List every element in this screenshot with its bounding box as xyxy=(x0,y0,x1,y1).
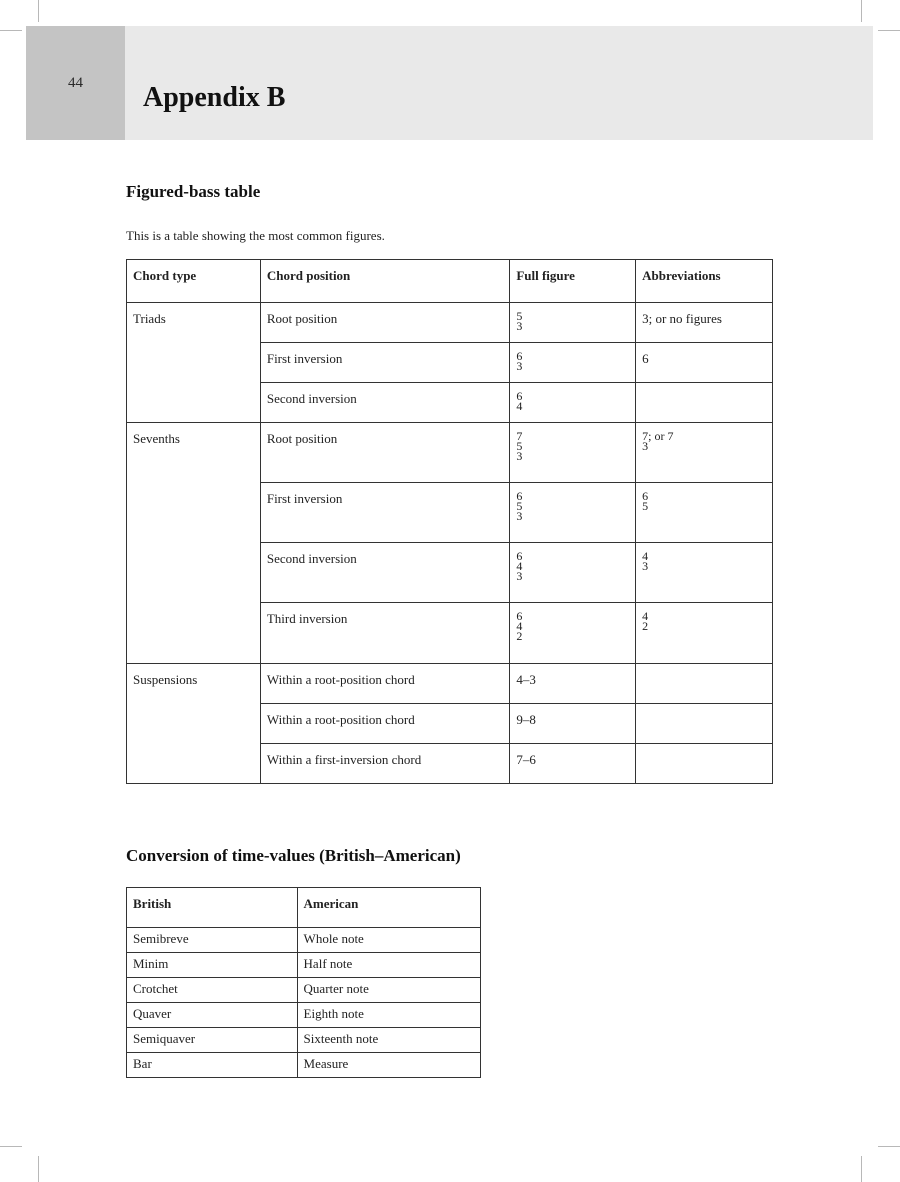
figure-digit: 5 xyxy=(642,499,649,513)
figured-bass-table xyxy=(126,259,773,784)
column-header: British xyxy=(127,888,298,928)
figure-stack xyxy=(516,431,522,461)
chord-position-cell: First inversion xyxy=(260,343,509,383)
time-values-heading: Conversion of time-values (British–American) xyxy=(126,846,461,865)
abbreviation-cell: 6 xyxy=(636,343,773,383)
chord-type-cell: Triads xyxy=(127,303,261,423)
abbreviation-cell xyxy=(636,603,773,664)
crop-mark xyxy=(38,1156,39,1182)
figure-digit: 2 xyxy=(516,629,523,643)
figure-digit: 3 xyxy=(516,509,523,523)
full-figure-cell: 4–3 xyxy=(510,664,636,704)
british-term-cell: Crotchet xyxy=(127,978,298,1003)
chord-position-cell: Within a root-position chord xyxy=(260,664,509,704)
figure-digit: 4 xyxy=(642,609,649,623)
chord-position-cell: Second inversion xyxy=(260,543,509,603)
figure-stack xyxy=(642,491,648,511)
figure-stack xyxy=(516,551,522,581)
crop-mark xyxy=(861,0,862,22)
crop-mark xyxy=(38,0,39,22)
crop-mark xyxy=(878,30,900,31)
crop-mark xyxy=(0,1146,22,1147)
chord-position-cell: First inversion xyxy=(260,483,509,543)
figure-stack xyxy=(642,431,673,451)
figure-digit: 4 xyxy=(516,399,523,413)
figure-digit: 7 xyxy=(516,429,523,443)
abbreviation-cell xyxy=(636,704,773,744)
figure-digit: 5 xyxy=(516,439,523,453)
american-term-cell: Whole note xyxy=(297,928,480,953)
page-number: 44 xyxy=(68,74,83,91)
chord-position-cell: Root position xyxy=(260,423,509,483)
figure-digit: 5 xyxy=(516,309,523,323)
table-row xyxy=(127,928,481,953)
american-term-cell: Quarter note xyxy=(297,978,480,1003)
british-term-cell: Semibreve xyxy=(127,928,298,953)
abbreviation-cell xyxy=(636,744,773,784)
figure-digit: 3 xyxy=(642,439,649,453)
table-row xyxy=(127,1053,481,1078)
figure-digit: 6 xyxy=(516,349,523,363)
figure-digit: 3 xyxy=(516,569,523,583)
table-row xyxy=(127,1003,481,1028)
crop-mark xyxy=(861,1156,862,1182)
figure-stack xyxy=(516,391,522,411)
page-title: Appendix B xyxy=(143,82,286,113)
abbreviation-cell xyxy=(636,664,773,704)
figure-digit: 7; or 7 xyxy=(642,429,674,443)
column-header: Chord position xyxy=(260,260,509,303)
chord-type-cell: Suspensions xyxy=(127,664,261,784)
figured-bass-intro: This is a table showing the most common figures. xyxy=(126,228,385,243)
british-term-cell: Minim xyxy=(127,953,298,978)
british-term-cell: Semiquaver xyxy=(127,1028,298,1053)
full-figure-cell xyxy=(510,343,636,383)
full-figure-cell xyxy=(510,483,636,543)
figure-digit: 6 xyxy=(516,609,523,623)
chord-position-cell: Second inversion xyxy=(260,383,509,423)
american-term-cell: Eighth note xyxy=(297,1003,480,1028)
figure-stack xyxy=(516,311,522,331)
full-figure-cell xyxy=(510,543,636,603)
table-row xyxy=(127,423,773,483)
table-row xyxy=(127,1028,481,1053)
figure-digit: 6 xyxy=(642,489,649,503)
chord-position-cell: Within a root-position chord xyxy=(260,704,509,744)
column-header: Chord type xyxy=(127,260,261,303)
chord-position-cell: Root position xyxy=(260,303,509,343)
figure-stack xyxy=(642,551,648,571)
table-row xyxy=(127,664,773,704)
figure-digit: 4 xyxy=(516,619,523,633)
american-term-cell: Measure xyxy=(297,1053,480,1078)
chord-position-cell: Third inversion xyxy=(260,603,509,664)
figure-digit: 6 xyxy=(516,389,523,403)
abbreviation-cell: 3; or no figures xyxy=(636,303,773,343)
full-figure-cell: 9–8 xyxy=(510,704,636,744)
column-header: Full figure xyxy=(510,260,636,303)
column-header: Abbreviations xyxy=(636,260,773,303)
table-row xyxy=(127,953,481,978)
full-figure-cell xyxy=(510,383,636,423)
figure-digit: 3 xyxy=(642,559,649,573)
chord-type-cell: Sevenths xyxy=(127,423,261,664)
abbreviation-cell xyxy=(636,383,773,423)
british-term-cell: Bar xyxy=(127,1053,298,1078)
figure-stack xyxy=(642,611,648,631)
table-row xyxy=(127,303,773,343)
figure-digit: 3 xyxy=(516,449,523,463)
table-row xyxy=(127,978,481,1003)
abbreviation-cell xyxy=(636,483,773,543)
figure-digit: 6 xyxy=(516,549,523,563)
figure-stack xyxy=(516,611,522,641)
full-figure-cell xyxy=(510,423,636,483)
figure-digit: 5 xyxy=(516,499,523,513)
abbreviation-cell xyxy=(636,543,773,603)
crop-mark xyxy=(0,30,22,31)
chord-position-cell: Within a first-inversion chord xyxy=(260,744,509,784)
column-header: American xyxy=(297,888,480,928)
crop-mark xyxy=(878,1146,900,1147)
figure-stack xyxy=(516,491,522,521)
american-term-cell: Half note xyxy=(297,953,480,978)
figure-stack xyxy=(516,351,522,371)
figure-digit: 4 xyxy=(516,559,523,573)
british-term-cell: Quaver xyxy=(127,1003,298,1028)
american-term-cell: Sixteenth note xyxy=(297,1028,480,1053)
figure-digit: 4 xyxy=(642,549,649,563)
figure-digit: 3 xyxy=(516,319,523,333)
full-figure-cell: 7–6 xyxy=(510,744,636,784)
figured-bass-heading: Figured-bass table xyxy=(126,182,261,201)
full-figure-cell xyxy=(510,603,636,664)
figure-digit: 3 xyxy=(516,359,523,373)
abbreviation-cell xyxy=(636,423,773,483)
figure-digit: 6 xyxy=(516,489,523,503)
figure-digit: 2 xyxy=(642,619,649,633)
full-figure-cell xyxy=(510,303,636,343)
time-values-table xyxy=(126,887,481,1078)
